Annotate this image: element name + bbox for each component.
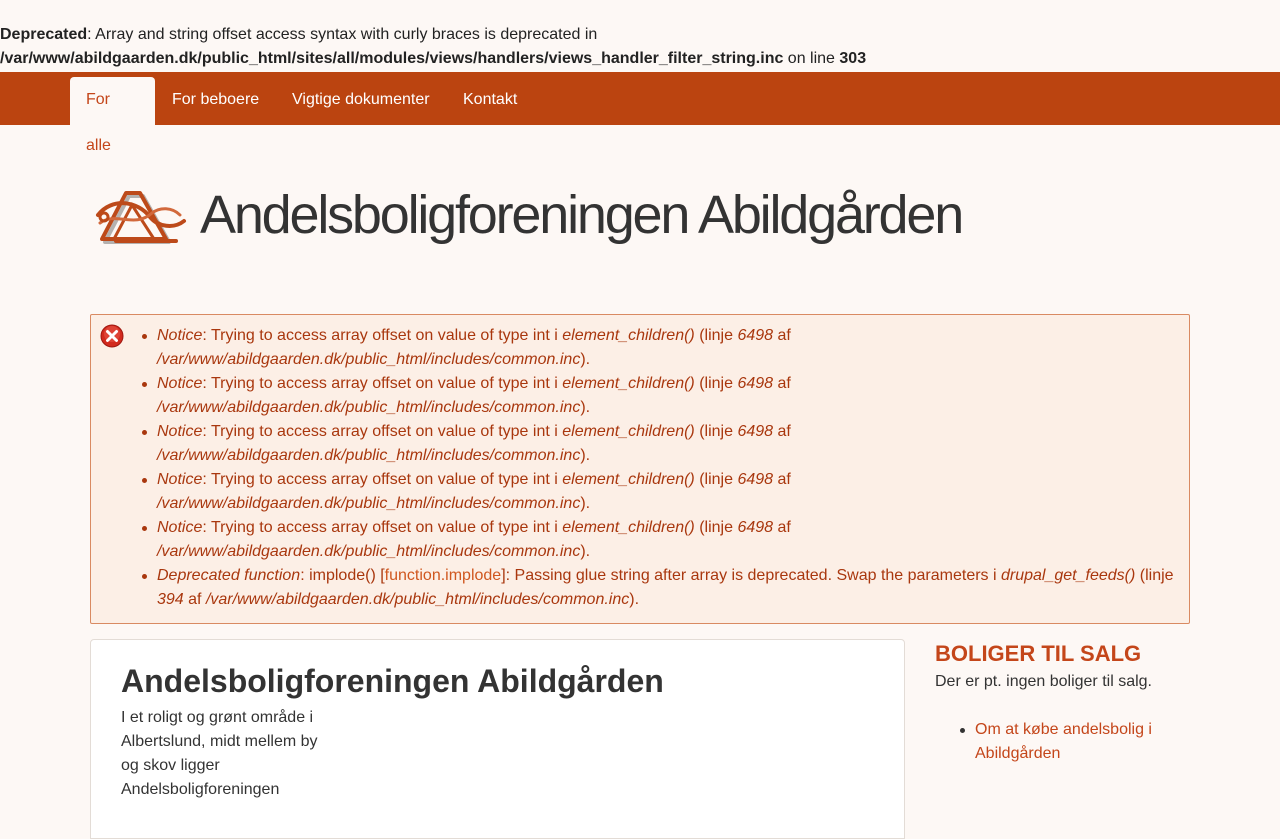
notice-function: element_children() bbox=[562, 423, 695, 440]
main-content bbox=[90, 639, 905, 839]
notice-line: 6498 bbox=[737, 375, 774, 392]
notice-linje: (linje bbox=[694, 471, 738, 488]
deprecated-function-item bbox=[157, 564, 1187, 612]
notice-type: Notice bbox=[157, 471, 203, 488]
notice-line: 6498 bbox=[737, 423, 774, 440]
notice-end: ). bbox=[580, 447, 591, 464]
function-implode-link[interactable]: function.implode bbox=[384, 567, 502, 584]
error-circle-x-icon bbox=[100, 324, 124, 348]
notice-file: /var/www/abildgaarden.dk/public_html/includes/common.inc bbox=[157, 495, 581, 512]
site-title[interactable]: Andelsboligforeningen Abildgården bbox=[200, 185, 963, 245]
deprecated-function-type: Deprecated function bbox=[157, 567, 301, 584]
sidebar-listings bbox=[935, 640, 1195, 766]
notice-file: /var/www/abildgaarden.dk/public_html/includes/common.inc bbox=[157, 447, 581, 464]
notice-item bbox=[157, 516, 1187, 564]
notice-af: af bbox=[773, 327, 791, 344]
deprecated-line-2 bbox=[0, 47, 1280, 71]
notice-af: af bbox=[773, 423, 791, 440]
notice-end: ). bbox=[580, 543, 591, 560]
page-title: Andelsboligforeningen Abildgården bbox=[121, 663, 664, 699]
notice-file: /var/www/abildgaarden.dk/public_html/includes/common.inc bbox=[157, 351, 581, 368]
notice-line: 6498 bbox=[737, 471, 774, 488]
notice-end: ). bbox=[580, 351, 591, 368]
deprecated-function-text: ]: Passing glue string after array is deprecated. Swap the parameters i bbox=[501, 567, 1001, 584]
notice-item bbox=[157, 372, 1187, 420]
nav-item-for-beboere[interactable]: For beboere bbox=[172, 91, 260, 108]
notice-linje: (linje bbox=[694, 519, 738, 536]
sidebar-link-item bbox=[975, 718, 1195, 766]
notice-function: element_children() bbox=[562, 519, 695, 536]
deprecated-function-name: drupal_get_feeds() bbox=[1001, 567, 1136, 584]
deprecated-function-file: /var/www/abildgaarden.dk/public_html/includes/common.inc bbox=[205, 591, 630, 608]
notice-line: 6498 bbox=[737, 327, 774, 344]
deprecated-file: /var/www/abildgaarden.dk/public_html/sites/all/modules/views/handlers/views_handler_filter_string.inc bbox=[0, 50, 784, 67]
notice-text: : Trying to access array offset on value of type int i bbox=[202, 519, 563, 536]
nav-item-kontakt[interactable]: Kontakt bbox=[463, 91, 518, 108]
sidebar-title: BOLIGER TIL SALG bbox=[935, 641, 1142, 666]
notice-function: element_children() bbox=[562, 471, 695, 488]
notice-line: 6498 bbox=[737, 519, 774, 536]
notice-end: ). bbox=[580, 399, 591, 416]
notice-item bbox=[157, 324, 1187, 372]
notice-text: : Trying to access array offset on value of type int i bbox=[202, 471, 563, 488]
php-deprecated-warning bbox=[0, 23, 1280, 71]
notice-text: : Trying to access array offset on value of type int i bbox=[202, 327, 563, 344]
abildgaarden-logo-icon bbox=[94, 183, 188, 247]
site-logo[interactable] bbox=[94, 183, 188, 247]
deprecated-line-number: 303 bbox=[839, 50, 867, 67]
notice-linje: (linje bbox=[694, 423, 738, 440]
notice-function: element_children() bbox=[562, 327, 695, 344]
nav-item-for-alle[interactable]: For alle bbox=[70, 77, 155, 125]
notice-item bbox=[157, 420, 1187, 468]
deprecated-message: : Array and string offset access syntax with curly braces is deprecated in bbox=[87, 26, 598, 43]
notice-type: Notice bbox=[157, 375, 203, 392]
notice-item bbox=[157, 468, 1187, 516]
notice-linje: (linje bbox=[694, 375, 738, 392]
sidebar-links bbox=[935, 718, 1195, 766]
notice-text: : Trying to access array offset on value of type int i bbox=[202, 375, 563, 392]
notice-end: ). bbox=[580, 495, 591, 512]
notice-type: Notice bbox=[157, 519, 203, 536]
deprecated-on-line: on line bbox=[783, 50, 840, 67]
notice-text: : Trying to access array offset on value of type int i bbox=[202, 423, 563, 440]
main-navigation bbox=[0, 72, 1280, 154]
deprecated-label: Deprecated bbox=[0, 26, 88, 43]
notice-af: af bbox=[773, 471, 791, 488]
deprecated-function-text: : implode() [ bbox=[300, 567, 385, 584]
notice-linje: (linje bbox=[694, 327, 738, 344]
deprecated-function-end: ). bbox=[629, 591, 640, 608]
message-list bbox=[157, 324, 1187, 612]
nav-item-vigtige-dokumenter[interactable]: Vigtige dokumenter bbox=[292, 91, 430, 108]
deprecated-function-linje: (linje bbox=[1135, 567, 1174, 584]
notice-af: af bbox=[773, 375, 791, 392]
buying-info-link[interactable]: Om at købe andelsbolig i Abildgården bbox=[975, 721, 1152, 762]
intro-text: I et roligt og grønt område i Albertslund, midt mellem by og skov ligger Andelsboligforeningen bbox=[121, 709, 318, 798]
notice-file: /var/www/abildgaarden.dk/public_html/includes/common.inc bbox=[157, 543, 581, 560]
notice-type: Notice bbox=[157, 327, 203, 344]
notice-function: element_children() bbox=[562, 375, 695, 392]
deprecated-function-line: 394 bbox=[157, 591, 184, 608]
deprecated-line-1 bbox=[0, 23, 1280, 47]
no-listings-text: Der er pt. ingen boliger til salg. bbox=[935, 673, 1152, 690]
deprecated-function-af: af bbox=[183, 591, 206, 608]
notice-file: /var/www/abildgaarden.dk/public_html/includes/common.inc bbox=[157, 399, 581, 416]
error-messages bbox=[90, 314, 1190, 624]
notice-af: af bbox=[773, 519, 791, 536]
notice-type: Notice bbox=[157, 423, 203, 440]
